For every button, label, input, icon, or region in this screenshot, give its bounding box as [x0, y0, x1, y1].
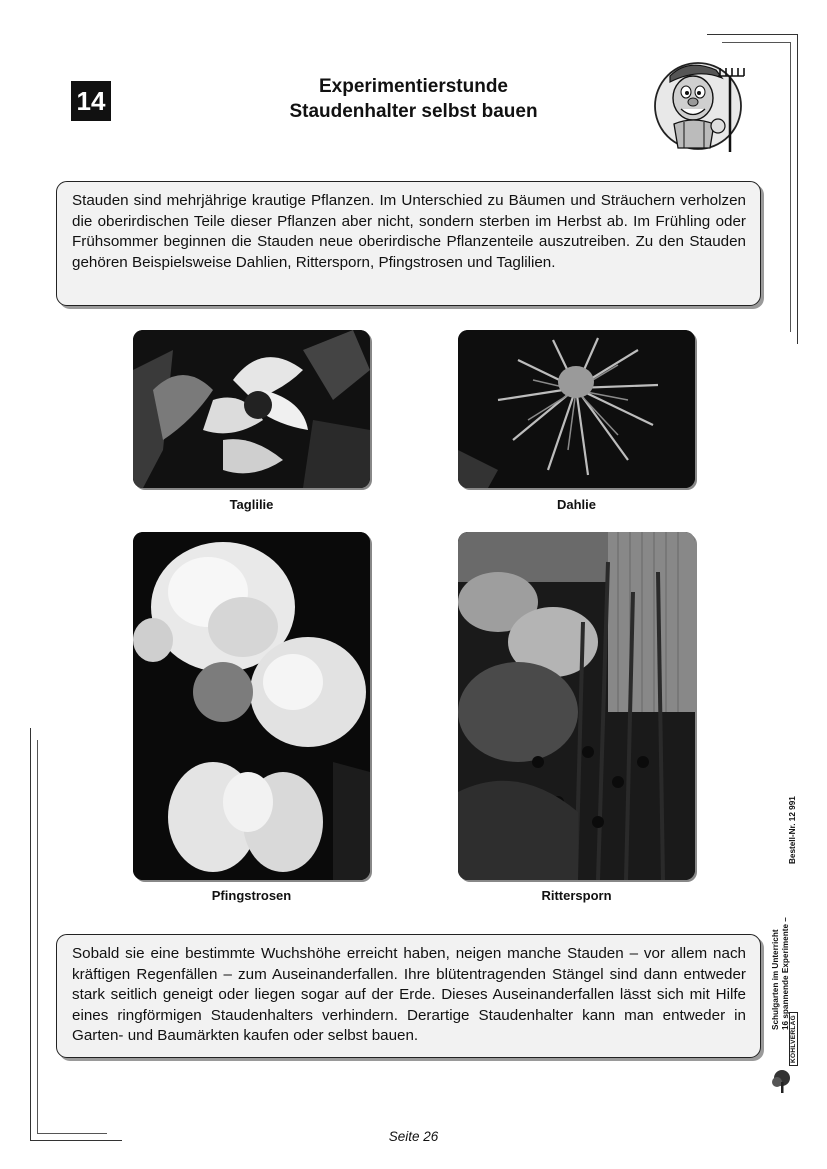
book-title-line-1: Schulgarten im Unterricht [771, 929, 780, 1030]
title-line-1: Experimentierstunde [319, 76, 508, 97]
photo-caption: Rittersporn [541, 888, 612, 903]
corner-line [797, 34, 798, 344]
photo-caption: Taglilie [229, 497, 274, 512]
body-text-box: Sobald sie eine bestimmte Wuchshöhe erreicht haben, neigen manche Stauden – vor allem nach kräftigen Regenfällen – zum Auseinanderfallen. Ihre blütentragenden Stängel sind dann entweder stark seitlich geneigt oder liegen sogar auf der Erde. Dieses Auseinanderfallen lässt sich mit Hilfe eines ringförmigen Staudenhalters verhindern. Derartige Staudenhalter kann man entweder in Garten- und Baumärkten kaufen oder selbst bauen. [56, 934, 761, 1058]
intro-text-box: Stauden sind mehrjährige krautige Pflanzen. Im Unterschied zu Bäumen und Sträuchern verholzen die oberirdischen Teile dieser Pflanzen aber nicht, sondern sterben im Herbst ab. Im Frühling oder Frühsommer beginnen die Stauden neue oberirdische Pflanzenteile auszutreiben. Zu den Stauden gehören Beispielsweise Dahlien, Rittersporn, Pfingstrosen und Taglilien. [56, 181, 761, 306]
publisher-logo-icon [771, 1068, 793, 1094]
order-number: Bestell-Nr. 12 991 [788, 796, 797, 864]
corner-line [707, 34, 797, 35]
corner-line [37, 740, 38, 1133]
corner-line [790, 42, 791, 332]
page-title [200, 74, 627, 124]
corner-line [30, 728, 31, 1140]
rittersporn-photo [458, 532, 695, 880]
publisher-name: KOHLVERLAG [789, 1012, 798, 1066]
gardener-mascot-illustration [648, 54, 752, 154]
page-number: Seite 26 [388, 1129, 439, 1144]
title-line-2: Staudenhalter selbst bauen [289, 101, 538, 122]
dahlie-photo [458, 330, 695, 488]
book-title-line-2: 16 spannende Experimente – [781, 917, 790, 1030]
corner-line [722, 42, 790, 43]
photo-caption: Pfingstrosen [211, 888, 292, 903]
photo-caption: Dahlie [556, 497, 596, 512]
taglilie-photo [133, 330, 370, 488]
pfingstrosen-photo [133, 532, 370, 880]
chapter-number: 14 [71, 81, 111, 121]
